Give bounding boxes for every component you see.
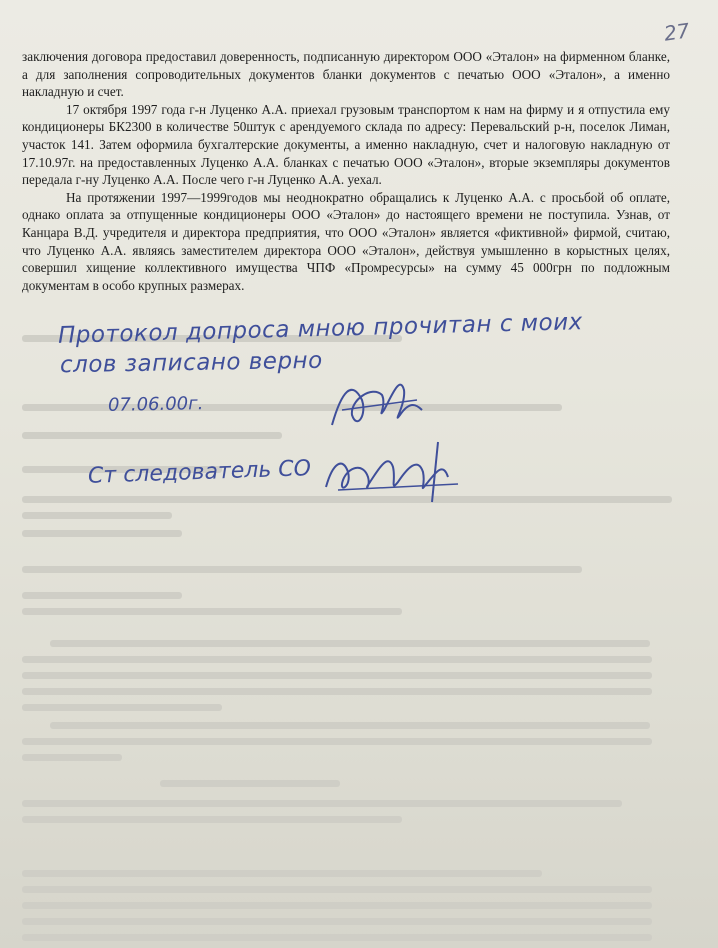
witness-signature (322, 370, 432, 440)
handwritten-attestation-line-2: слов записано верно (59, 347, 323, 379)
paragraph-2: 17 октября 1997 года г-н Луценко А.А. приехал грузовым транспортом к нам на фирму и я отпустила ему кондиционеры БК2300 в количестве 50штук с арендуемого склада по адресу: Перевальский р-н, поселок Лиман, участок 141. Затем оформила бухгалтерские документы, а именно накладную, счет и налоговую накладную от 17.10.97г. на предоставленных Луценко А.А. бланках с печатью ООО «Эталон», вторые экземпляры документов передала г-ну Луценко А.А. После чего г-н Луценко А.А. уехал. (22, 101, 670, 188)
page-number: 27 (662, 18, 691, 46)
investigator-signature (318, 432, 468, 512)
paragraph-3: На протяжении 1997—1999годов мы неоднократно обращались к Луценко А.А. с просьбой об оплате, однако оплата за отпущенные кондиционеры ООО «Эталон» до настоящего времени не поступила. Узнав, от Канцара В.Д. учредителя и директора предприятия, что ООО «Эталон» является «фиктивной» фирмой, считаю, что Луценко А.А. являясь заместителем директора ООО «Эталон», действуя умышленно в корыстных целях, совершил хищение коллективного имущества ЧПФ «Промресурсы» на сумму 45 000грн по подложным документам в особо крупных размерах. (22, 189, 670, 293)
handwritten-date: 07.06.00г. (107, 393, 204, 416)
paragraph-1: заключения договора предоставил доверенность, подписанную директором ООО «Эталон» на фирменном бланке, а для заполнения сопроводительных документов бланки документов с печатью ООО «Эталон», а именно накладную и счет. (22, 49, 670, 100)
handwritten-investigator-title: Ст следователь СО (87, 456, 312, 489)
handwritten-attestation-line-1: Протокол допроса мною прочитан с моих (57, 309, 584, 349)
